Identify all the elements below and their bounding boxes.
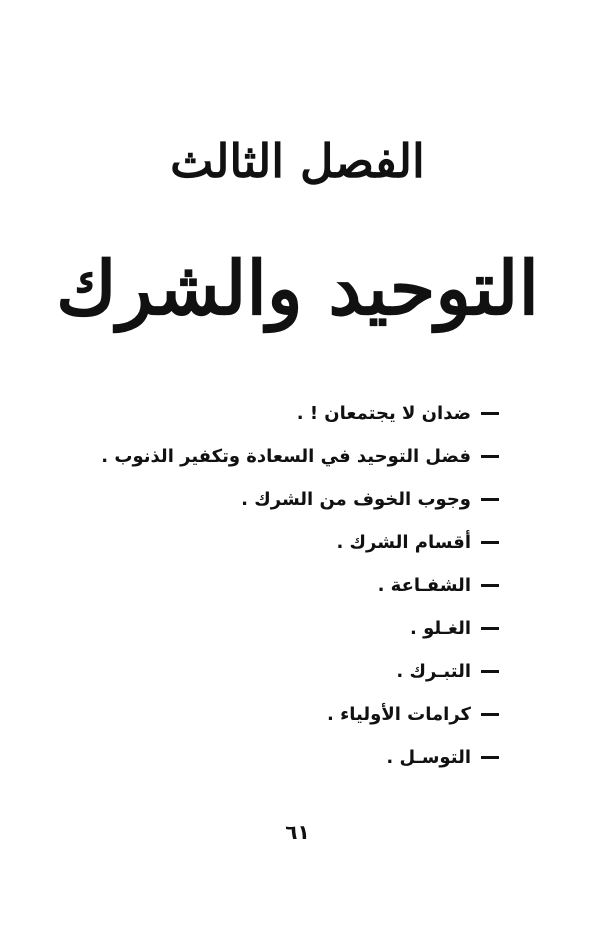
- topic-text: التبـرك .: [396, 661, 471, 682]
- topic-item: [79, 435, 499, 478]
- dash-bullet: [481, 670, 499, 673]
- topics-list: [79, 392, 499, 779]
- topic-text: ضدان لا يجتمعان ! .: [296, 403, 471, 424]
- topic-text: أقسام الشرك .: [336, 532, 471, 553]
- topic-text: وجوب الخوف من الشرك .: [241, 489, 471, 510]
- dash-bullet: [481, 455, 499, 458]
- topic-text: الشفـاعة .: [377, 575, 471, 596]
- topic-text: كرامات الأولياء .: [326, 704, 471, 725]
- topic-item: [79, 736, 499, 779]
- topic-item: [79, 564, 499, 607]
- dash-bullet: [481, 412, 499, 415]
- topic-item: [79, 607, 499, 650]
- topic-text: التوسـل .: [386, 747, 471, 768]
- topic-item: [79, 693, 499, 736]
- topic-item: [79, 650, 499, 693]
- topic-item: [79, 521, 499, 564]
- dash-bullet: [481, 756, 499, 759]
- topic-text: فضل التوحيد في السعادة وتكفير الذنوب .: [101, 446, 471, 467]
- topic-text: الغـلو .: [410, 618, 471, 639]
- chapter-label: الفصل الثالث: [170, 134, 425, 188]
- dash-bullet: [481, 713, 499, 716]
- dash-bullet: [481, 627, 499, 630]
- page-number: ٦١: [285, 820, 310, 844]
- dash-bullet: [481, 541, 499, 544]
- dash-bullet: [481, 498, 499, 501]
- dash-bullet: [481, 584, 499, 587]
- topic-item: [79, 478, 499, 521]
- chapter-title: التوحيد والشرك: [55, 246, 540, 332]
- topic-item: [79, 392, 499, 435]
